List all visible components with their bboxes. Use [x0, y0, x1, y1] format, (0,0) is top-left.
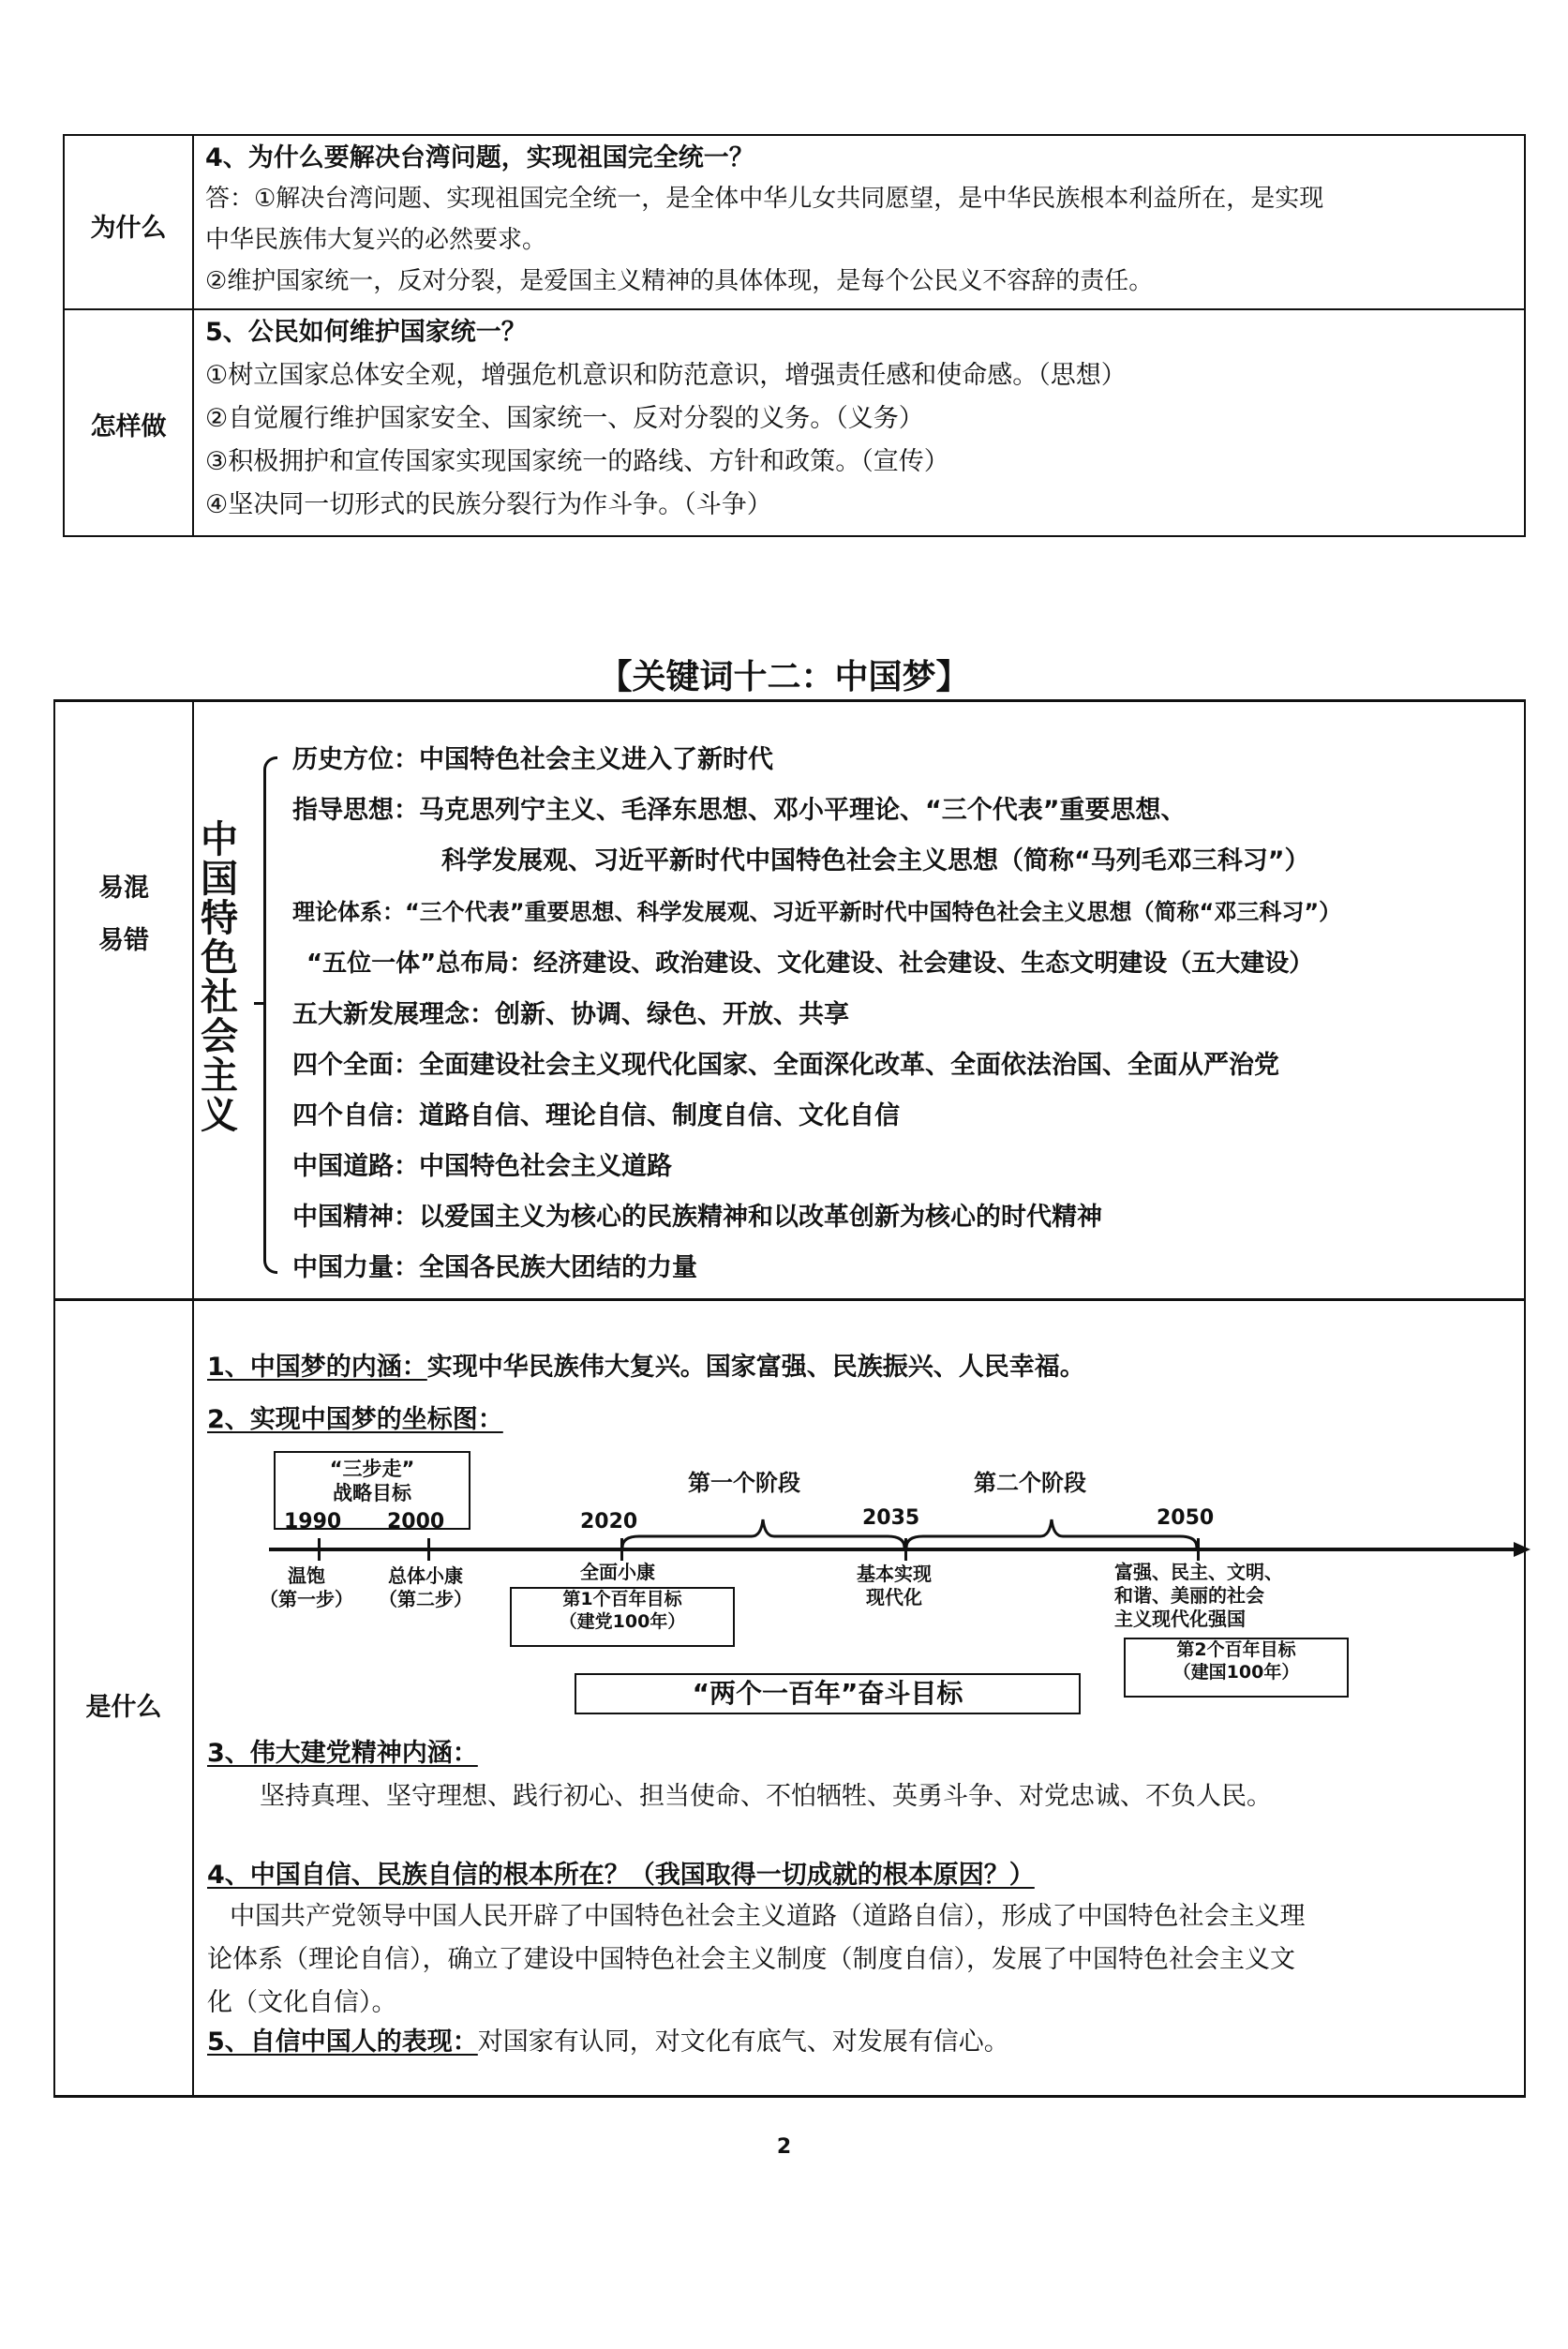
- label-1990: 温饱 （第一步）: [260, 1564, 353, 1610]
- curly-bracket: [263, 756, 277, 1274]
- point-5: 5、自信中国人的表现：对国家有认同，对文化有底气、对发展有信心。: [207, 2027, 1009, 2057]
- point-3-heading: 3、伟大建党精神内涵：: [207, 1739, 478, 1768]
- stage1-label: 第一个阶段: [688, 1470, 800, 1496]
- table-why-how: [63, 134, 1526, 537]
- item-guiding-thought-cont: 科学发展观、习近平新时代中国特色社会主义思想（简称“马列毛邓三科习”）: [441, 846, 1310, 875]
- point-3-body: 坚持真理、坚守理想、践行初心、担当使命、不怕牺牲、英勇斗争、对党忠诚、不负人民。: [260, 1782, 1272, 1811]
- answer-4-line-2: 中华民族伟大复兴的必然要求。: [205, 226, 547, 254]
- row-divider: [65, 308, 1524, 310]
- year-2000: 2000: [387, 1510, 445, 1534]
- point-4-line-3: 化（文化自信）。: [207, 1988, 397, 2017]
- goal1-box: 第1个百年目标 （建党100年）: [510, 1587, 735, 1647]
- answer-4-line-1: 答：①解决台湾问题、实现祖国完全统一，是全体中华儿女共同愿望，是中华民族根本利益所在，是实现: [205, 185, 1324, 213]
- point-4-heading: 4、中国自信、民族自信的根本所在？（我国取得一切成就的根本原因？）: [207, 1861, 1035, 1890]
- vertical-heading: 中 国 特 色 社 会 主 义: [201, 818, 238, 1137]
- question-4: 4、为什么要解决台湾问题，实现祖国完全统一？: [205, 143, 754, 172]
- stage2-brace-icon: [904, 1516, 1199, 1549]
- question-5: 5、公民如何维护国家统一？: [205, 318, 527, 347]
- point-4-line-1: 中国共产党领导中国人民开辟了中国特色社会主义道路（道路自信），形成了中国特色社会主义理: [230, 1902, 1306, 1931]
- tick-2000: [427, 1538, 430, 1561]
- label-2000: 总体小康 （第二步）: [379, 1564, 472, 1610]
- section-title: 【关键词十二：中国梦】: [598, 658, 970, 696]
- column-divider: [192, 136, 194, 535]
- item-historical-position: 历史方位：中国特色社会主义进入了新时代: [292, 745, 773, 774]
- page-number: 2: [776, 2135, 792, 2159]
- row-label-why: 为什么: [90, 214, 167, 243]
- year-2050: 2050: [1157, 1506, 1215, 1530]
- stage1-brace-icon: [620, 1516, 906, 1549]
- answer-5-line-2: ②自觉履行维护国家安全、国家统一、反对分裂的义务。（义务）: [205, 404, 924, 433]
- column-divider: [192, 702, 194, 2095]
- answer-5-line-3: ③积极拥护和宣传国家实现国家统一的路线、方针和政策。（宣传）: [205, 447, 949, 476]
- point-1: 1、中国梦的内涵：实现中华民族伟大复兴。国家富强、民族振兴、人民幸福。: [207, 1353, 1085, 1382]
- label-2035: 基本实现 现代化: [857, 1563, 932, 1608]
- point-4-line-2: 论体系（理论自信），确立了建设中国特色社会主义制度（制度自信），发展了中国特色社会主义文: [207, 1945, 1295, 1974]
- three-step-box: “三步走” 战略目标: [274, 1451, 470, 1530]
- bracket-point: [254, 1002, 265, 1005]
- row-label-how: 怎样做: [90, 412, 167, 441]
- table-chinese-dream: [53, 699, 1526, 2098]
- item-four-confidences: 四个自信：道路自信、理论自信、制度自信、文化自信: [292, 1101, 900, 1130]
- stage2-label: 第二个阶段: [974, 1470, 1086, 1496]
- year-2020: 2020: [580, 1510, 638, 1534]
- item-china-road: 中国道路：中国特色社会主义道路: [292, 1152, 672, 1181]
- goal2-box: 第2个百年目标 （建国100年）: [1124, 1638, 1349, 1698]
- item-china-strength: 中国力量：全国各民族大团结的力量: [292, 1253, 697, 1282]
- item-new-development: 五大新发展理念：创新、协调、绿色、开放、共享: [292, 1000, 849, 1029]
- answer-4-line-3: ②维护国家统一，反对分裂，是爱国主义精神的具体体现，是每个公民义不容辞的责任。: [205, 267, 1154, 295]
- year-2035: 2035: [862, 1506, 920, 1530]
- item-guiding-thought: 指导思想：马克思列宁主义、毛泽东思想、邓小平理论、“三个代表”重要思想、: [292, 796, 1187, 825]
- item-theory-system: 理论体系：“三个代表”重要思想、科学发展观、习近平新时代中国特色社会主义思想（简称“邓三科习”）: [292, 899, 1342, 925]
- row-label-what: 是什么: [85, 1693, 162, 1722]
- point-2-heading: 2、实现中国梦的坐标图：: [207, 1405, 503, 1434]
- label-2020: 全面小康: [580, 1561, 655, 1583]
- row-label-confusable-line2: 易错: [98, 926, 149, 955]
- answer-5-line-4: ④坚决同一切形式的民族分裂行为作斗争。（斗争）: [205, 490, 772, 519]
- item-four-comprehensives: 四个全面：全面建设社会主义现代化国家、全面深化改革、全面依法治国、全面从严治党: [292, 1051, 1279, 1080]
- two-centenary-box: “两个一百年”奋斗目标: [575, 1673, 1081, 1714]
- label-2050: 富强、民主、文明、 和谐、美丽的社会 主义现代化强国: [1114, 1561, 1283, 1630]
- axis-arrow-icon: [1514, 1542, 1531, 1557]
- item-five-in-one: “五位一体”总布局：经济建设、政治建设、文化建设、社会建设、生态文明建设（五大建设）: [306, 950, 1314, 978]
- tick-1990: [318, 1538, 321, 1561]
- answer-5-line-1: ①树立国家总体安全观，增强危机意识和防范意识，增强责任感和使命感。（思想）: [205, 361, 1127, 390]
- row-label-confusable-line1: 易混: [98, 874, 149, 903]
- item-china-spirit: 中国精神：以爱国主义为核心的民族精神和以改革创新为核心的时代精神: [292, 1203, 1102, 1232]
- year-1990: 1990: [284, 1510, 342, 1534]
- row-divider: [55, 1298, 1524, 1301]
